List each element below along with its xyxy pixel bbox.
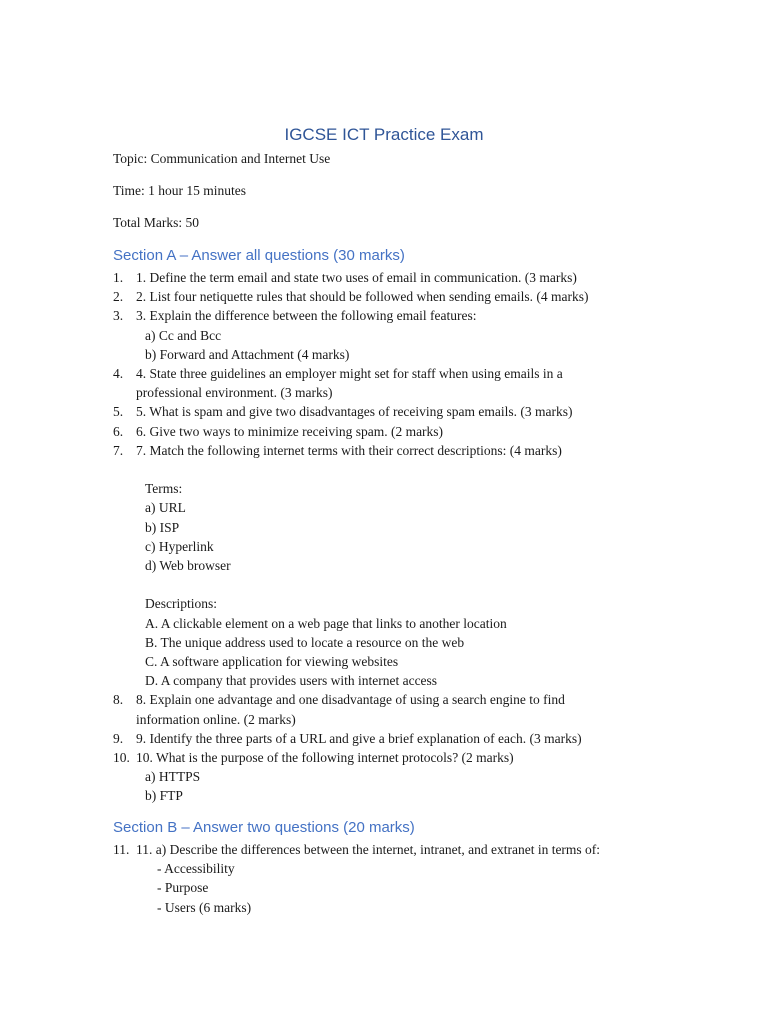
- topic-line: Topic: Communication and Internet Use: [113, 151, 331, 166]
- question-item: [0, 287, 768, 306]
- description-item: C. A software application for viewing websites: [145, 654, 399, 670]
- total-marks-line: Total Marks: 50: [113, 215, 200, 230]
- question-number: 5.: [113, 404, 124, 420]
- question-item: [0, 748, 768, 806]
- spacer: [136, 460, 668, 479]
- section-a-heading: Section A – Answer all questions (30 marks): [113, 247, 405, 264]
- question-number: 1.: [113, 270, 124, 285]
- question-number: 2.: [113, 289, 124, 305]
- question-item: [0, 402, 768, 421]
- descriptions-label: Descriptions:: [145, 596, 217, 612]
- question-number: 7.: [113, 442, 124, 458]
- question-subpart: a) HTTPS: [145, 769, 201, 785]
- question-number: 10.: [113, 750, 130, 766]
- question-number: 4.: [113, 366, 124, 382]
- question-text: 8. Explain one advantage and one disadvantage of using a search engine to find: [136, 692, 565, 708]
- question-text: 7. Match the following internet terms with their correct descriptions: (4 marks): [136, 442, 562, 458]
- question-item: [0, 268, 768, 287]
- question-text: 3. Explain the difference between the following email features:: [136, 308, 477, 324]
- spacer: [136, 575, 668, 594]
- question-number: 3.: [113, 308, 124, 324]
- time-line: Time: 1 hour 15 minutes: [113, 183, 247, 198]
- question-text-continued: information online. (2 marks): [136, 711, 296, 727]
- term-item: c) Hyperlink: [145, 538, 214, 554]
- document-title: IGCSE ICT Practice Exam: [284, 125, 484, 144]
- question-item: [0, 422, 768, 441]
- question-subpart: a) Cc and Bcc: [145, 327, 222, 343]
- question-subpart: - Purpose: [157, 880, 209, 896]
- term-item: b) ISP: [145, 519, 180, 535]
- terms-label: Terms:: [145, 481, 183, 497]
- question-text: 2. List four netiquette rules that should be followed when sending emails. (4 marks): [136, 289, 589, 305]
- question-number: 6.: [113, 423, 124, 439]
- section-a-questions: [0, 268, 768, 806]
- section-b-questions: [0, 840, 768, 917]
- term-item: d) Web browser: [145, 558, 231, 574]
- section-b-heading: Section B – Answer two questions (20 marks): [113, 819, 415, 836]
- description-item: A. A clickable element on a web page that links to another location: [145, 615, 507, 631]
- question-subpart: b) Forward and Attachment (4 marks): [145, 346, 350, 362]
- question-text: 11. a) Describe the differences between the internet, intranet, and extranet in terms of:: [136, 842, 601, 857]
- question-text: 6. Give two ways to minimize receiving spam. (2 marks): [136, 423, 444, 439]
- question-text: 4. State three guidelines an employer might set for staff when using emails in a: [136, 366, 563, 382]
- question-text: 9. Identify the three parts of a URL and give a brief explanation of each. (3 marks): [136, 730, 582, 746]
- question-subpart: - Accessibility: [157, 861, 235, 877]
- description-item: D. A company that provides users with internet access: [145, 673, 438, 689]
- question-item: [0, 729, 768, 748]
- question-text: 5. What is spam and give two disadvantages of receiving spam emails. (3 marks): [136, 404, 573, 420]
- question-number: 8.: [113, 692, 124, 708]
- question-number: 11.: [113, 842, 130, 857]
- question-item: [0, 441, 768, 691]
- question-item: [0, 306, 768, 364]
- question-subpart: b) FTP: [145, 788, 183, 804]
- description-item: B. The unique address used to locate a resource on the web: [145, 634, 465, 650]
- question-number: 9.: [113, 730, 124, 746]
- question-item: [0, 690, 768, 728]
- question-text-continued: professional environment. (3 marks): [136, 385, 333, 401]
- question-text: 1. Define the term email and state two uses of email in communication. (3 marks): [136, 270, 577, 285]
- question-text: 10. What is the purpose of the following internet protocols? (2 marks): [136, 750, 514, 766]
- question-subpart: - Users (6 marks): [157, 899, 252, 915]
- question-item: [0, 364, 768, 402]
- term-item: a) URL: [145, 500, 186, 516]
- question-item: [0, 840, 768, 917]
